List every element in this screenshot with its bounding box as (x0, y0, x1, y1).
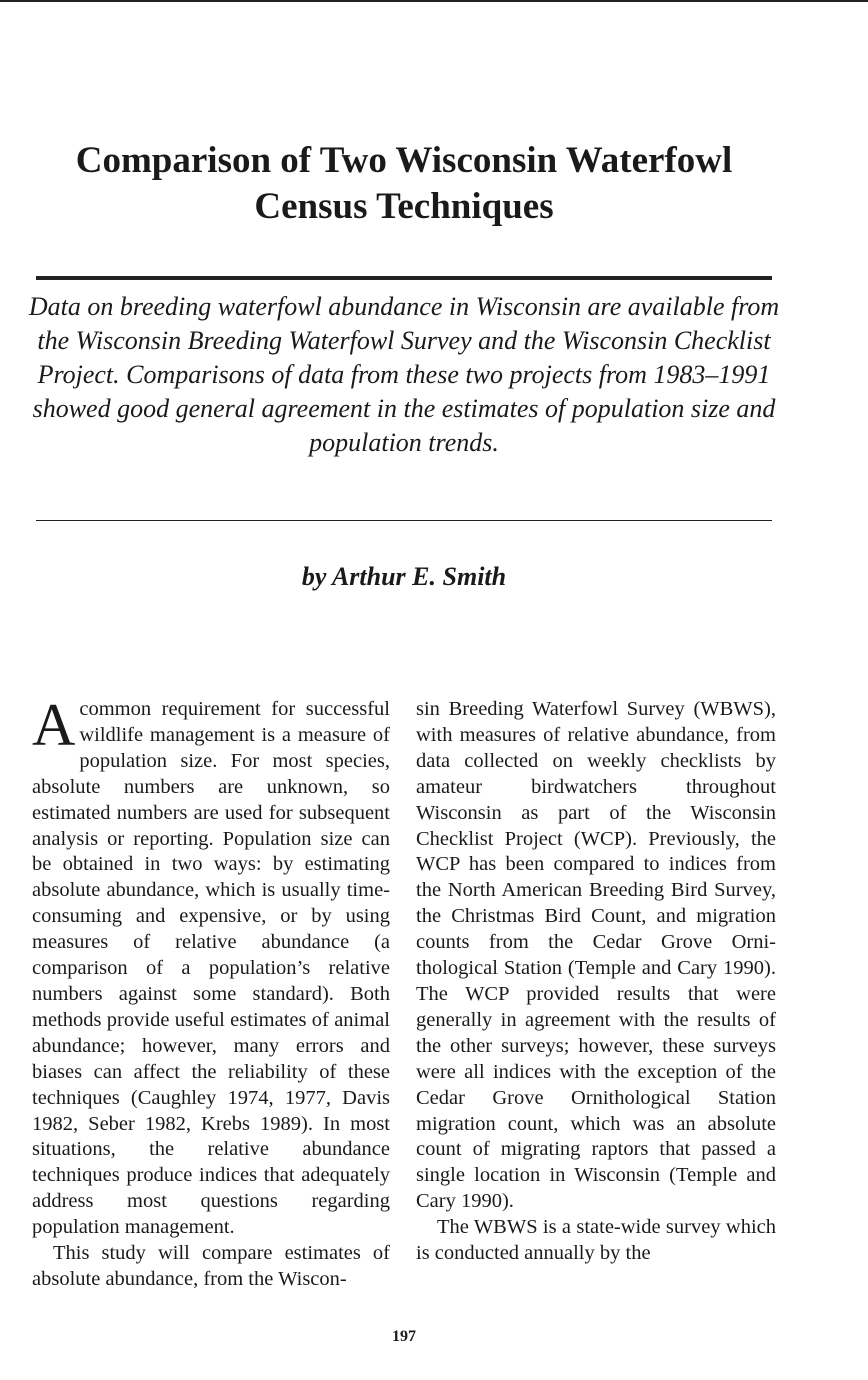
page-number: 197 (392, 1328, 416, 1345)
article-title: Comparison of Two Wisconsin Waterfowl Census Techniques (75, 140, 733, 227)
body-column-right (416, 697, 776, 1267)
abstract-bottom-rule (36, 520, 772, 521)
top-border-rule (0, 0, 868, 2)
abstract: Data on breeding waterfowl abundance in Wisconsin are available from the Wisconsin Breeding Waterfowl Survey and the Wisconsin Checklist Project. Comparisons of data from these two projects from 1983–1991 showed good general agreement in the estimates of population size and population trends. (28, 292, 780, 457)
body-paragraph: The WBWS is a state-wide survey which is conducted annually by the (416, 1216, 776, 1265)
drop-cap: A (32, 692, 76, 758)
body-paragraph (32, 692, 390, 1241)
body-column-left (32, 692, 390, 1293)
abstract-top-rule (36, 276, 772, 280)
body-paragraph: sin Breeding Waterfowl Survey (WBWS), with measures of relative abundance, from data collected on weekly checklists by amateur birdwatchers throughout Wisconsin as part of the Wisconsin Checklist Project (WCP). Previously, the WCP has been compared to indices from the North American Breeding Bird Survey, the Christmas Bird Count, and migration counts from the Cedar Grove Ornithological Station (Temple and Cary 1990). The WCP provided results that were generally in agreement with the results of the other surveys; however, these surveys were all indices with the exception of the Cedar Grove Ornithological Station migration count, which was an absolute count of migrating raptors that passed a single location in Wisconsin (Temple and Cary 1990). (416, 698, 776, 1213)
author-byline: by Arthur E. Smith (301, 562, 507, 591)
paragraph-text: common requirement for successful wildlife management is a measure of population size. For most species, absolute numbers are unknown, so estimated numbers are used for subsequent analysis or reporting. Population size can be obtained in two ways: by estimating absolute abundance, which is usually time-consuming and expensive, or by using measures of relative abundance (a comparison of a population’s relative numbers against some standard). Both methods provide useful estimates of animal abundance; however, many errors and biases can affect the reliability of these techniques (Caughley 1974, 1977, Davis 1982, Seber 1982, Krebs 1989). In most situations, the relative abundance techniques produce indices that adequately address most questions regarding population management. (32, 698, 390, 1239)
body-paragraph: This study will compare estimates of absolute abundance, from the Wiscon- (32, 1242, 390, 1290)
